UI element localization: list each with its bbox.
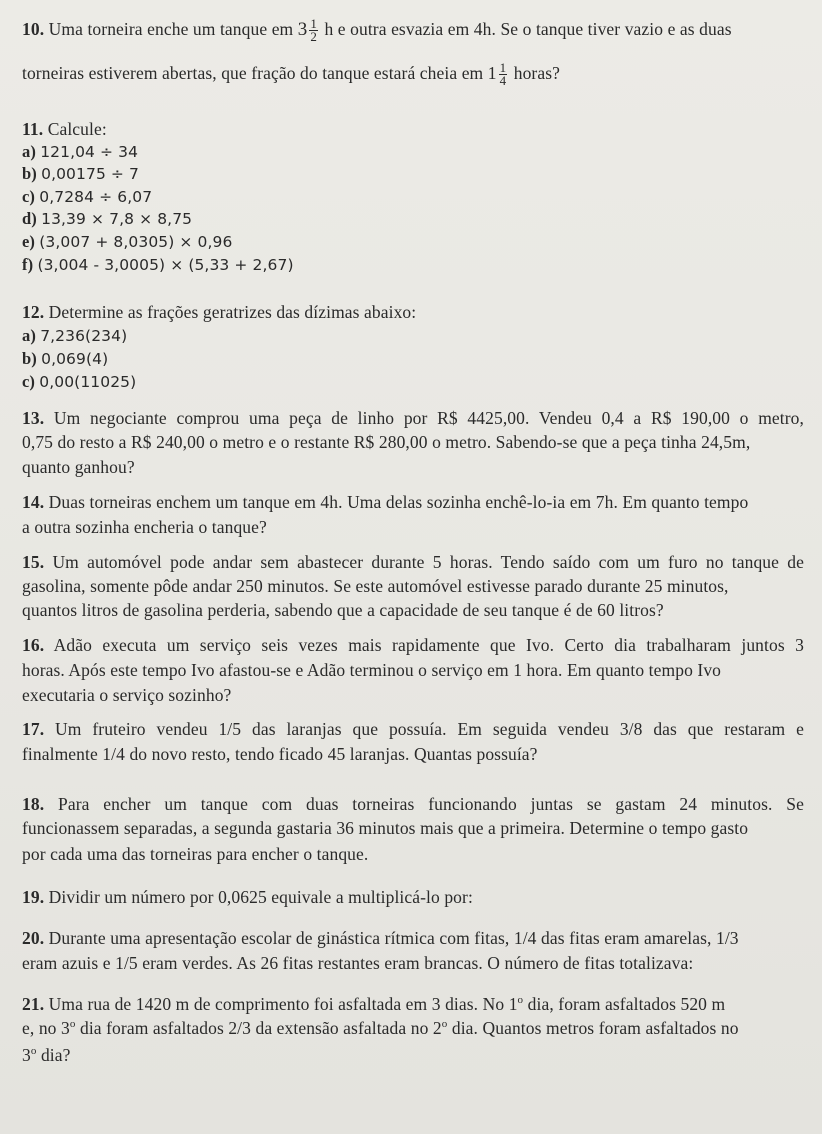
q14-line-1 [22, 491, 804, 513]
q14-text-2: a outra sozinha encheria o tanque? [22, 517, 267, 537]
q21-text-2c: dia. Quantos metros foram asfaltados no [451, 1018, 739, 1038]
q14-number: 14. [22, 492, 45, 512]
q20-number: 20. [22, 928, 45, 948]
q15-text-2: gasolina, somente pôde andar 250 minutos. Se este automóvel estivesse parado durante 25 minutos, [22, 576, 729, 596]
q13-line-2 [22, 431, 804, 453]
q10-text-2b: horas? [513, 63, 560, 83]
q11-item-e-expr: (3,007 + 8,0305) × 0,96 [39, 233, 233, 251]
q10-frac1-num: 1 [310, 16, 317, 32]
q11-item-a [22, 141, 804, 163]
q11-item-c [22, 186, 804, 208]
q11-item-b-expr: 0,00175 ÷ 7 [41, 165, 140, 183]
q11-item-b-label: b) [22, 164, 37, 183]
q16-text-2: horas. Após este tempo Ivo afastou-se e Adão terminou o serviço em 1 hora. Em quanto tempo Ivo [22, 660, 722, 680]
q10-frac2-num: 1 [499, 60, 507, 76]
q11-item-f-expr: (3,004 - 3,0005) × (5,33 + 2,67) [37, 256, 294, 274]
q13-text-2: 0,75 do resto a R$ 240,00 o metro e o restante R$ 280,00 o metro. Sabendo-se que a peça tinha 24,5m, [22, 432, 751, 452]
q21-ordinal-2 [61, 1018, 75, 1038]
q11-item-a-expr: 121,04 ÷ 34 [40, 143, 139, 161]
q21-line-2 [22, 1017, 804, 1039]
q20-text-1: Durante uma apresentação escolar de ginástica rítmica com fitas, 1/4 das fitas eram amarelas, 1/3 [48, 928, 739, 948]
q18-text-2: funcionassem separadas, a segunda gastaria 36 minutos mais que a primeira. Determine o tempo gasto [22, 818, 749, 838]
q17-text-1: Um fruteiro vendeu 1/5 das laranjas que possuía. Em seguida vendeu 3/8 das que restaram e [55, 719, 804, 739]
q11-item-e-label: e) [22, 232, 36, 251]
q12-item-b-expr: 0,069(4) [41, 350, 109, 368]
q18-number: 18. [22, 794, 45, 814]
q12-number: 12. [22, 302, 45, 322]
q10-text-1a: Uma torneira enche um tanque em [48, 19, 294, 39]
q10-frac2-den: 4 [499, 73, 507, 89]
q21-text-1b: dia, foram asfaltados 520 m [527, 994, 726, 1014]
q16-text-1: Adão executa um serviço seis vezes mais rapidamente que Ivo. Certo dia trabalharam juntos 3 [53, 635, 804, 655]
q19-number: 19. [22, 887, 45, 907]
q10-line-1 [22, 18, 804, 43]
q16-line-3 [22, 684, 804, 706]
q15-text-3: quantos litros de gasolina perderia, sabendo que a capacidade de seu tanque é de 60 litros? [22, 600, 664, 620]
q11-title-line [22, 118, 804, 140]
q21-number: 21. [22, 994, 45, 1014]
q17-line-1 [22, 718, 804, 740]
q15-line-1 [22, 551, 804, 573]
q12-item-a-expr: 7,236(234) [40, 327, 128, 345]
q10-text-2a: torneiras estiverem abertas, que fração do tanque estará cheia em [22, 63, 484, 83]
q19-text-1: Dividir um número por 0,0625 equivale a multiplicá-lo por: [48, 887, 473, 907]
q10-frac1-den: 2 [310, 29, 317, 45]
q21-ordinal-1-sup: o [517, 994, 524, 1007]
q12-item-c [22, 371, 804, 393]
q21-ordinal-4 [22, 1045, 36, 1065]
q10-mixed-whole-2: 1 [487, 63, 497, 83]
q11-item-c-label: c) [22, 187, 36, 206]
q13-line-3 [22, 456, 804, 478]
q11-title: Calcule: [47, 119, 107, 139]
q12-item-c-expr: 0,00(11025) [39, 373, 137, 391]
q11-item-d [22, 208, 804, 230]
q11-item-d-expr: 13,39 × 7,8 × 8,75 [41, 210, 193, 228]
q14-text-1: Duas torneiras enchem um tanque em 4h. Uma delas sozinha enchê-lo-ia em 7h. Em quanto tempo [48, 492, 749, 512]
q12-item-b [22, 348, 804, 370]
q13-number: 13. [22, 408, 45, 428]
q11-item-a-label: a) [22, 142, 36, 161]
q16-text-3: executaria o serviço sozinho? [22, 685, 232, 705]
q15-line-2 [22, 575, 804, 597]
q18-line-1 [22, 793, 804, 815]
q20-line-2 [22, 952, 804, 974]
q20-text-2: eram azuis e 1/5 eram verdes. As 26 fitas restantes eram brancas. O número de fitas totalizava: [22, 953, 694, 973]
q10-fraction-1 [309, 18, 318, 43]
q10-line-2 [22, 62, 804, 87]
q12-item-c-label: c) [22, 372, 36, 391]
q21-line-1 [22, 993, 804, 1015]
q11-item-b [22, 163, 804, 185]
q12-item-a-label: a) [22, 326, 36, 345]
q15-number: 15. [22, 552, 45, 572]
q15-text-1: Um automóvel pode andar sem abastecer durante 5 horas. Tendo saído com um furo no tanque de [52, 552, 804, 572]
q16-line-1 [22, 634, 804, 656]
q11-number: 11. [22, 119, 44, 139]
q18-text-3: por cada uma das torneiras para encher o tanque. [22, 844, 369, 864]
q18-line-2 [22, 817, 804, 839]
q11-item-c-expr: 0,7284 ÷ 6,07 [39, 188, 153, 206]
q15-line-3 [22, 599, 804, 621]
q17-number: 17. [22, 719, 45, 739]
q19-line-1 [22, 886, 804, 908]
q11-item-d-label: d) [22, 209, 37, 228]
q21-text-2b: dia foram asfaltados 2/3 da extensão asfaltada no [79, 1018, 429, 1038]
q12-item-a [22, 325, 804, 347]
q21-ordinal-1-base: 1 [508, 994, 518, 1014]
q20-line-1 [22, 927, 804, 949]
q10-number: 10. [22, 19, 45, 39]
q21-ordinal-3 [433, 1018, 447, 1038]
q21-ordinal-4-sup: o [30, 1045, 37, 1058]
q21-ordinal-2-sup: o [69, 1018, 76, 1031]
q21-text-2a: e, no [22, 1018, 57, 1038]
q11-item-f [22, 254, 804, 276]
q12-title-line [22, 301, 804, 323]
q21-line-3 [22, 1044, 804, 1066]
q21-ordinal-3-base: 2 [432, 1018, 442, 1038]
q16-number: 16. [22, 635, 45, 655]
q14-line-2 [22, 516, 804, 538]
q18-text-1: Para encher um tanque com duas torneiras funcionando juntas se gastam 24 minutos. Se [58, 794, 804, 814]
q10-text-1b: h e outra esvazia em 4h. Se o tanque tiver vazio e as duas [324, 19, 732, 39]
q10-fraction-2 [499, 62, 508, 87]
q17-line-2 [22, 743, 804, 765]
q11-item-e [22, 231, 804, 253]
q11-item-f-label: f) [22, 255, 34, 274]
q17-text-2: finalmente 1/4 do novo resto, tendo ficado 45 laranjas. Quantas possuía? [22, 744, 538, 764]
q21-ordinal-4-base: 3 [22, 1045, 31, 1065]
q21-text-3b: dia? [40, 1045, 71, 1065]
q12-item-b-label: b) [22, 349, 37, 368]
q21-ordinal-1 [509, 994, 523, 1014]
q18-line-3 [22, 843, 804, 865]
q16-line-2 [22, 659, 804, 681]
q12-title: Determine as frações geratrizes das dízimas abaixo: [48, 302, 417, 322]
q21-ordinal-2-base: 3 [61, 1018, 70, 1038]
q13-text-3: quanto ganhou? [22, 457, 135, 477]
q10-mixed-whole: 3 [297, 19, 308, 40]
q21-text-1a: Uma rua de 1420 m de comprimento foi asfaltada em 3 dias. No [48, 994, 505, 1014]
q13-text-1: Um negociante comprou uma peça de linho por R$ 4425,00. Vendeu 0,4 a R$ 190,00 o metro, [53, 408, 804, 428]
q21-ordinal-3-sup: o [441, 1018, 448, 1031]
q13-line-1 [22, 407, 804, 429]
